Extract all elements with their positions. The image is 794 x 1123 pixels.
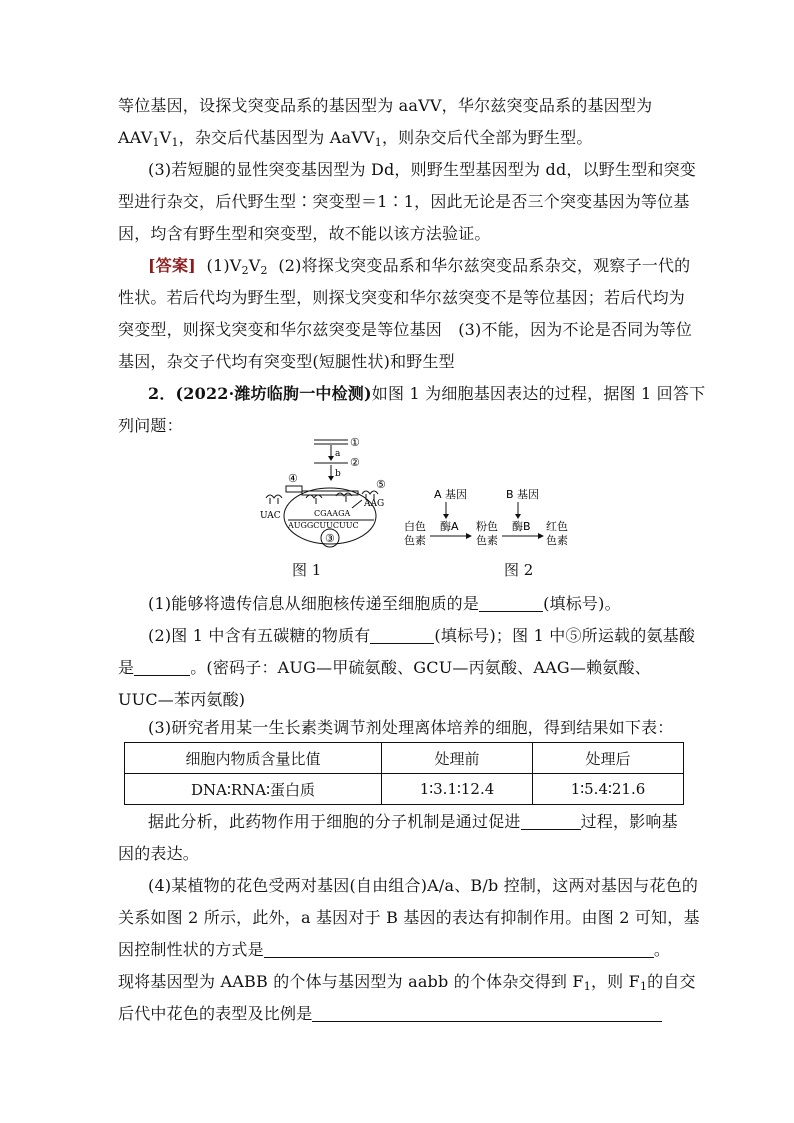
text: (填标号)。 [543,594,621,613]
text-line [118,190,690,214]
arrow-in [352,500,362,508]
answer-line [148,254,708,278]
text: ，则 F [590,972,640,991]
answer-blank[interactable] [134,657,190,676]
subscript: 2 [241,264,249,277]
arrowhead [328,456,334,461]
text-line [148,810,708,834]
label-5: ⑤ [376,478,386,491]
text-line [148,158,708,182]
subscript: 2 [260,264,268,277]
text: 如图 1 为细胞基因表达的过程，据图 1 回答下 [371,384,706,403]
text: 突变型，则探戈突变和华尔兹突变是等位基因 (3)不能，因为不论是否同为等位 [118,320,693,339]
arrowhead [328,476,334,481]
arrowhead [538,533,544,539]
text: (2)将探戈突变品系和华尔兹突变品系杂交，观察子一代的 [278,256,691,275]
text-line [118,938,678,962]
text-line [118,222,678,246]
text: (3)若短腿的显性突变基因型为 Dd，则野生型基因型为 dd，以野生型和突变 [148,160,696,179]
table-cell: DNA∶RNA∶蛋白质 [125,774,382,805]
answer-blank[interactable] [264,939,654,958]
label-3: ③ [325,532,335,545]
text-line [118,318,693,342]
text: AAV [118,128,153,147]
text: ，则杂交后代全部为野生型。 [381,128,593,147]
table-header-cell: 细胞内物质含量比值 [125,743,382,774]
figure-2-caption: 图 2 [504,561,534,579]
table-header-cell: 处理后 [533,743,684,774]
text-line [118,350,678,374]
table-cell: 1∶5.4∶21.6 [533,774,684,805]
red-pigment-label: 色素 [546,534,568,547]
text-line [118,286,686,310]
trna-left-icon [266,495,282,504]
answer-tag: [答案] [148,256,196,275]
gene-a-label: A 基因 [434,488,468,501]
enzyme-b-label: 酶B [512,520,531,533]
text: 。 [653,940,671,959]
text-line [118,842,678,866]
text: 现将基因型为 AABB 的个体与基因型为 aabb 的个体杂交得到 F [118,972,584,991]
text: 性状。若后代均为野生型，则探戈突变和华尔兹突变不是等位基因；若后代均为 [118,288,686,307]
pink-pigment-label: 色素 [476,534,498,547]
text: (2)图 1 中含有五碳糖的物质有 [148,626,371,645]
text: 的自交 [647,972,696,991]
text: (填标号)；图 1 中⑤所运载的氨基酸 [434,626,696,645]
text: 关系如图 2 所示，此外，a 基因对于 B 基因的表达有抑制作用。由图 2 可知，基 [118,908,700,927]
arrow-b-label: b [335,469,341,479]
subquestion-4 [148,874,708,898]
text-line [118,970,696,994]
text: 型进行杂交，后代野生型∶突变型＝1∶1，因此无论是否三个突变基因为等位基 [118,192,690,211]
text: ，杂交后代基因型为 AaVV [178,128,375,147]
amino-acid-box [286,486,302,492]
subscript: 1 [152,136,160,149]
answer-blank[interactable] [312,1003,662,1022]
anticodon-left: UAC [260,511,281,521]
label-1: ① [350,436,360,449]
table-cell: 1∶3.1∶12.4 [382,774,533,805]
red-pigment-label: 红色 [546,520,568,533]
mrna-sequence: AUGGCUUCUUC [288,521,359,530]
arrow-a-label: a [335,449,341,459]
enzyme-a-label: 酶A [440,520,459,533]
text: (4)某植物的花色受两对基因(自由组合)A/a、B/b 控制，这两对基因与花色的 [148,876,699,895]
arrowhead [515,514,521,519]
gene-b-label: B 基因 [506,488,540,501]
text: V [248,256,261,275]
answer-blank[interactable] [479,593,543,612]
subscript: 1 [374,136,382,149]
text: 过程，影响基 [580,812,678,831]
text: 因的表达。 [118,844,200,863]
figure-2-diagram [404,488,574,552]
text-line [118,126,678,150]
text: 等位基因，设探戈突变品系的基因型为 aaVV，华尔兹突变品系的基因型为 [118,96,653,115]
table-row [125,774,684,805]
subquestion-3 [148,716,708,740]
text: (1)V [206,256,242,275]
text: 列问题： [118,416,183,435]
label-4: ④ [288,472,298,485]
text-line [118,656,678,680]
answer-blank[interactable] [370,625,434,644]
trna-sequence: CGAAGA [314,509,351,518]
table-header-row [125,743,684,774]
text-line [118,414,678,438]
text: UUC—苯丙氨酸) [118,690,246,709]
text: V [159,128,172,147]
subquestion-1 [148,592,708,616]
answer-blank[interactable] [521,811,581,830]
text: 据此分析，此药物作用于细胞的分子机制是通过促进 [148,812,521,831]
text: 。(密码子：AUG—甲硫氨酸、GCU—丙氨酸、AAG—赖氨酸、 [190,658,651,677]
arrowhead [443,514,449,519]
subscript: 1 [171,136,179,149]
subscript: 1 [583,980,591,993]
text-line [118,1002,678,1026]
text-line [118,688,678,712]
data-table [124,742,684,805]
text-line [118,906,700,930]
white-pigment-label: 色素 [404,534,426,547]
subscript: 1 [639,980,648,993]
text: 是 [118,658,135,677]
question-source: 2．(2022·潍坊临朐一中检测) [148,384,372,403]
text: 因，均含有野生型和突变型，故不能以该方法验证。 [118,224,491,243]
table-header-cell: 处理前 [382,743,533,774]
text: 基因，杂交子代均有突变型(短腿性状)和野生型 [118,352,455,371]
pink-pigment-label: 粉色 [476,520,498,533]
white-pigment-label: 白色 [404,520,426,533]
figure-1-diagram [258,436,388,550]
text: (3)研究者用某一生长素类调节剂处理离体培养的细胞，得到结果如下表： [148,718,674,737]
label-2: ② [350,456,360,469]
question-line [148,382,708,406]
text: (1)能够将遗传信息从细胞核传递至细胞质的是 [148,594,480,613]
figure-1-caption: 图 1 [292,561,322,579]
arrowhead [466,533,472,539]
subquestion-2 [148,624,708,648]
anticodon-right: AAG [364,499,385,509]
text-line [118,94,678,118]
text: 后代中花色的表型及比例是 [118,1004,313,1023]
text: 因控制性状的方式是 [118,940,264,959]
